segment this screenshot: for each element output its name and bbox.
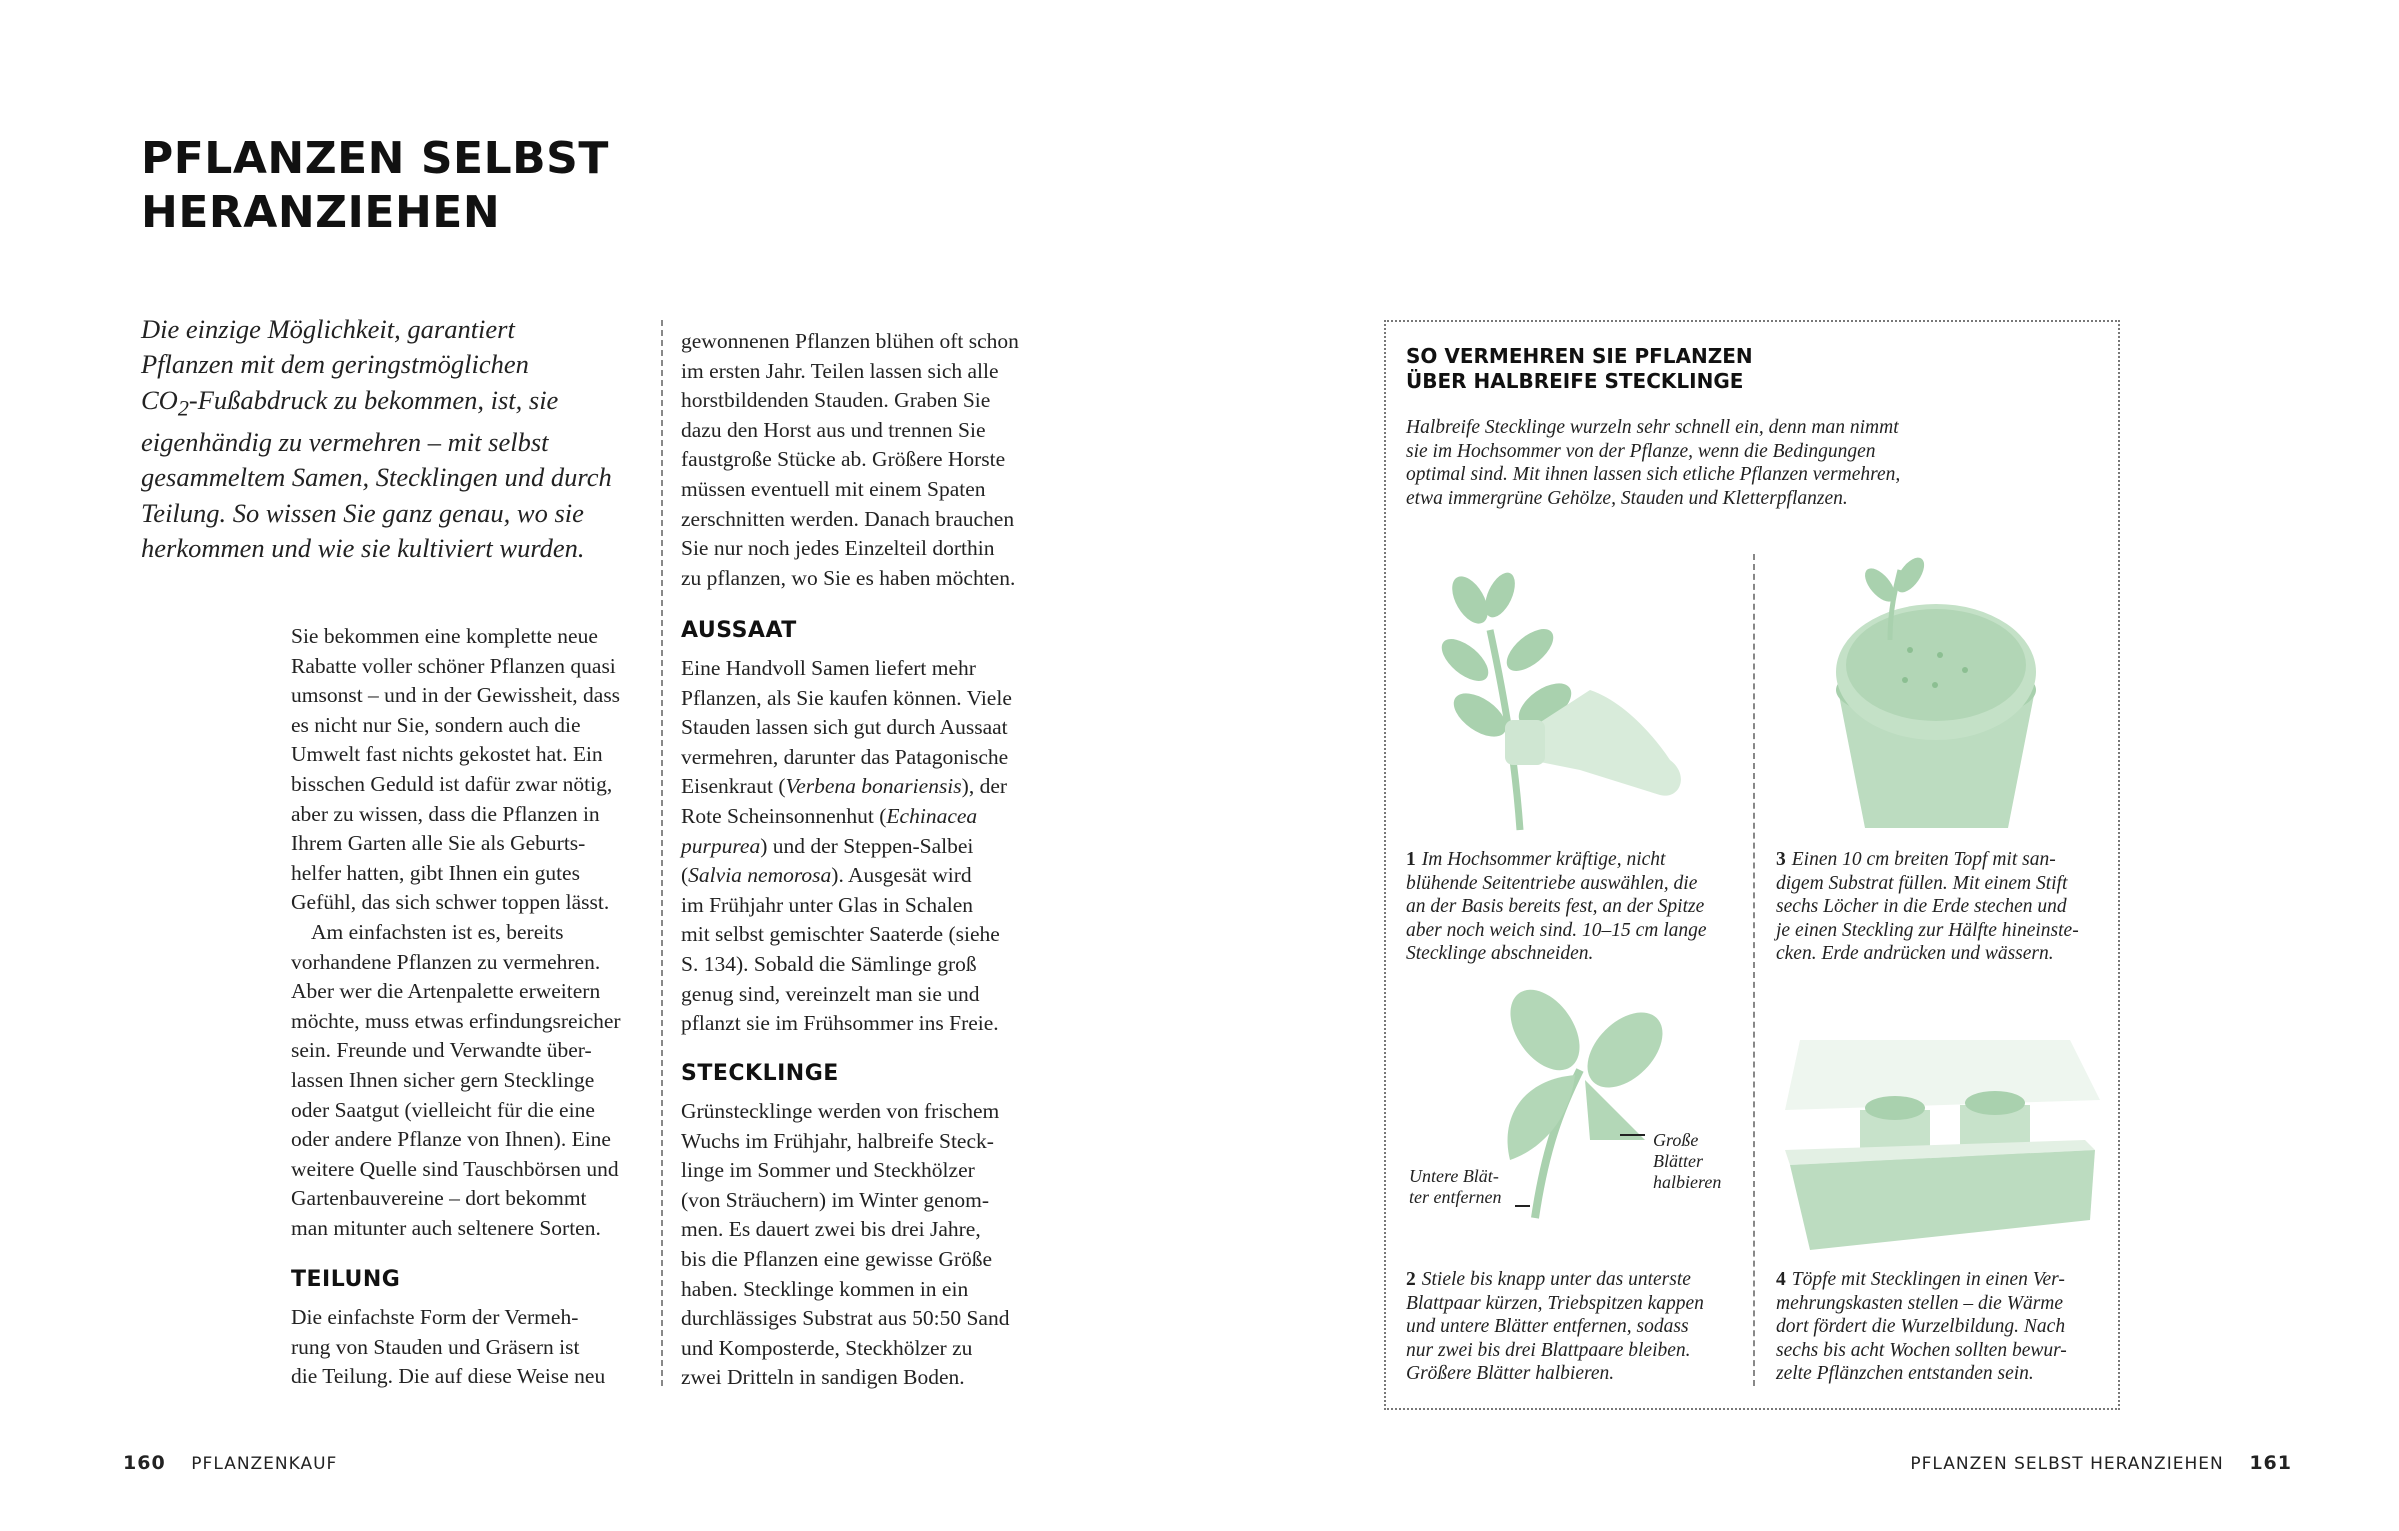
text-segment: rung von Stauden und Gräsern ist bbox=[291, 1334, 580, 1359]
text-segment: horstbildenden Stauden. Graben Sie bbox=[681, 388, 991, 413]
text-segment: bis die Pflanzen eine gewisse Größe bbox=[681, 1246, 993, 1271]
title-line: PFLANZEN SELBST bbox=[141, 133, 609, 184]
caption-line bbox=[1406, 919, 1707, 943]
page-number-left: 160 bbox=[123, 1452, 166, 1474]
text-segment: umsonst – und in der Gewissheit, dass bbox=[291, 683, 621, 708]
text-segment: herkommen und wie sie kultiviert wurden. bbox=[141, 533, 585, 564]
text-segment: Wuchs im Frühjahr, halbreife Steck- bbox=[681, 1128, 994, 1153]
text-segment: pflanzt sie im Frühsommer ins Freie. bbox=[681, 1011, 999, 1036]
text-segment: Rabatte voller schöner Pflanzen quasi bbox=[291, 653, 616, 678]
text-segment: es nicht nur Sie, sondern auch die bbox=[291, 712, 581, 737]
text-segment: Gartenbauvereine – dort bekommt bbox=[291, 1186, 587, 1211]
text-segment: man mitunter auch seltenere Sorten. bbox=[291, 1215, 601, 1240]
text-segment: Sie bekommen eine komplette neue bbox=[291, 624, 598, 648]
caption-line bbox=[1776, 848, 2079, 872]
intro-line: Halbreife Stecklinge wurzeln sehr schnell ein, denn man nimmt bbox=[1406, 417, 1899, 438]
text-segment: CO bbox=[141, 384, 178, 415]
text-segment: Aber wer die Artenpalette erweitern bbox=[291, 979, 601, 1004]
caption-line bbox=[1776, 1315, 2067, 1339]
caption-text: digem Substrat füllen. Mit einem Stift bbox=[1776, 872, 2068, 894]
caption-text: nur zwei bis drei Blattpaare bleiben. bbox=[1406, 1339, 1691, 1361]
text-segment: genug sind, vereinzelt man sie und bbox=[681, 981, 980, 1006]
caption-line bbox=[1406, 1292, 1704, 1316]
italic-text: Verbena bonariensis bbox=[785, 774, 962, 799]
footer-right bbox=[1910, 1452, 2292, 1474]
text-segment: vorhandene Pflanzen zu vermehren. bbox=[291, 949, 601, 974]
text-segment: zerschnitten werden. Danach brauchen bbox=[681, 506, 1015, 531]
label-line: halbieren bbox=[1653, 1172, 1722, 1192]
text-segment: ). Ausgesät wird bbox=[831, 863, 972, 888]
cutting-illustration bbox=[1496, 977, 1676, 1218]
text-segment: faustgroße Stücke ab. Größere Horste bbox=[681, 447, 1006, 472]
caption-text: dort fördert die Wurzelbildung. Nach bbox=[1776, 1316, 2066, 1338]
text-segment: Ihrem Garten alle Sie als Geburts- bbox=[291, 831, 586, 856]
text-segment: Rote Scheinsonnenhut ( bbox=[681, 803, 887, 828]
section-name-right: PFLANZEN SELBST HERANZIEHEN bbox=[1910, 1454, 2224, 1474]
intro-line: sie im Hochsommer von der Pflanze, wenn die Bedingungen bbox=[1406, 440, 1876, 462]
text-segment: ( bbox=[681, 863, 689, 888]
label-line: Große bbox=[1653, 1130, 1699, 1150]
text-segment: müssen eventuell mit einem Spaten bbox=[681, 476, 986, 501]
text-segment: Gefühl, das sich schwer toppen lässt. bbox=[291, 890, 610, 915]
step-1-caption bbox=[1406, 848, 1707, 966]
text-segment: Umwelt fast nichts gekostet hat. Ein bbox=[291, 742, 603, 767]
step-number: 4 bbox=[1776, 1269, 1786, 1290]
text-segment: Teilung. So wissen Sie ganz genau, wo sie bbox=[141, 497, 584, 528]
text-segment: sein. Freunde und Verwandte über- bbox=[291, 1038, 592, 1063]
italic-text: purpurea bbox=[681, 833, 761, 858]
caption-text: Töpfe mit Stecklingen in einen Ver- bbox=[1791, 1269, 2065, 1290]
caption-line bbox=[1406, 895, 1707, 919]
step-number: 1 bbox=[1406, 849, 1416, 870]
label-lower-leaves bbox=[1409, 1166, 1501, 1208]
text-segment: haben. Stecklinge kommen in ein bbox=[681, 1276, 969, 1301]
caption-text: blühende Seitentriebe auswählen, die bbox=[1406, 872, 1698, 894]
caption-line bbox=[1776, 919, 2079, 943]
step-number: 2 bbox=[1406, 1269, 1416, 1290]
caption-line bbox=[1406, 1315, 1704, 1339]
caption-line bbox=[1776, 1362, 2067, 1386]
step-2-caption bbox=[1406, 1268, 1704, 1386]
page-number-right: 161 bbox=[2249, 1452, 2292, 1474]
text-segment: S. 134). Sobald die Sämlinge groß bbox=[681, 951, 977, 976]
propagation-box-illustration bbox=[1785, 1040, 2100, 1250]
text-segment: lassen Ihnen sicher gern Stecklinge bbox=[291, 1067, 595, 1092]
step-number: 3 bbox=[1776, 849, 1786, 870]
text-segment: helfer hatten, gibt Ihnen ein gutes bbox=[291, 860, 580, 885]
caption-line bbox=[1776, 872, 2079, 896]
label-line: ter entfernen bbox=[1409, 1187, 1502, 1207]
text-segment: Stauden lassen sich gut durch Aussaat bbox=[681, 715, 1008, 740]
text-segment: ) und der Steppen-Salbei bbox=[760, 833, 974, 858]
text-segment: vermehren, darunter das Patagonische bbox=[681, 744, 1009, 769]
heading-line: ÜBER HALBREIFE STECKLINGE bbox=[1406, 369, 1744, 393]
intro-line: etwa immergrüne Gehölze, Stauden und Kletterpflanzen. bbox=[1406, 487, 1848, 509]
text-segment: -Fußabdruck zu bekommen, ist, sie bbox=[188, 384, 559, 415]
text-segment: linge im Sommer und Steckhölzer bbox=[681, 1158, 975, 1183]
caption-text: sechs Löcher in die Erde stechen und bbox=[1776, 896, 2067, 918]
text-segment: Sie nur noch jedes Einzelteil dorthin bbox=[681, 536, 995, 561]
italic-text: Salvia nemorosa bbox=[688, 863, 832, 888]
text-segment: im ersten Jahr. Teilen lassen sich alle bbox=[681, 358, 999, 383]
caption-text: je einen Steckling zur Hälfte hineinste- bbox=[1776, 919, 2079, 941]
caption-text: Blattpaar kürzen, Triebspitzen kappen bbox=[1406, 1292, 1704, 1314]
text-segment: dazu den Horst aus und trennen Sie bbox=[681, 417, 986, 442]
text-segment: möchte, muss etwas erfindungsreicher bbox=[291, 1008, 621, 1033]
heading-line: SO VERMEHREN SIE PFLANZEN bbox=[1406, 344, 1753, 368]
text-segment: 2 bbox=[177, 394, 189, 420]
caption-text: zelte Pflänzchen entstanden sein. bbox=[1776, 1363, 2034, 1385]
italic-text: Echinacea bbox=[886, 803, 978, 828]
footer-left bbox=[123, 1452, 337, 1474]
heading-stecklinge: STECKLINGE bbox=[681, 1061, 839, 1086]
caption-line bbox=[1406, 872, 1707, 896]
text-segment: zu pflanzen, wo Sie es haben möchten. bbox=[681, 565, 1016, 590]
text-segment: men. Es dauert zwei bis drei Jahre, bbox=[681, 1217, 981, 1242]
caption-line bbox=[1406, 848, 1707, 872]
text-segment: oder Saatgut (vielleicht für die eine bbox=[291, 1097, 595, 1122]
caption-line bbox=[1776, 895, 2079, 919]
caption-text: Stecklinge abschneiden. bbox=[1406, 943, 1594, 965]
caption-text: Stiele bis knapp unter das unterste bbox=[1421, 1269, 1691, 1290]
text-segment: ), der bbox=[961, 774, 1008, 799]
caption-line bbox=[1776, 1292, 2067, 1316]
caption-line bbox=[1776, 1339, 2067, 1363]
caption-line bbox=[1406, 942, 1707, 966]
caption-text: Größere Blätter halbieren. bbox=[1406, 1363, 1615, 1385]
text-segment: Eine Handvoll Samen liefert mehr bbox=[681, 656, 976, 680]
text-segment: durchlässiges Substrat aus 50:50 Sand bbox=[681, 1306, 1010, 1331]
text-segment: eigenhändig zu vermehren – mit selbst bbox=[141, 427, 549, 458]
step-4-caption bbox=[1776, 1268, 2067, 1386]
caption-text: und untere Blätter entfernen, sodass bbox=[1406, 1316, 1689, 1338]
text-segment: und Komposterde, Steckhölzer zu bbox=[681, 1335, 973, 1360]
text-segment: Am einfachsten ist es, bereits bbox=[311, 919, 564, 944]
text-segment: Pflanzen mit dem geringstmöglichen bbox=[141, 349, 529, 380]
caption-text: Einen 10 cm breiten Topf mit san- bbox=[1791, 849, 2056, 870]
caption-text: an der Basis bereits fest, an der Spitze bbox=[1406, 896, 1705, 918]
step-3-caption bbox=[1776, 848, 2079, 966]
text-segment: aber zu wissen, dass die Pflanzen in bbox=[291, 801, 600, 826]
section-name-left: PFLANZENKAUF bbox=[191, 1454, 338, 1474]
text-segment: (von Sträuchern) im Winter genom- bbox=[681, 1187, 990, 1212]
caption-text: aber noch weich sind. 10–15 cm lange bbox=[1406, 919, 1707, 941]
text-segment: mit selbst gemischter Saaterde (siehe bbox=[681, 922, 1000, 947]
text-segment: Die einzige Möglichkeit, garantiert bbox=[141, 314, 515, 344]
title-line: HERANZIEHEN bbox=[141, 187, 501, 238]
label-line: Blätter bbox=[1653, 1151, 1703, 1171]
caption-text: Im Hochsommer kräftige, nicht bbox=[1421, 849, 1666, 870]
text-segment: die Teilung. Die auf diese Weise neu bbox=[291, 1364, 606, 1389]
text-segment: Grünstecklinge werden von frischem bbox=[681, 1099, 1000, 1123]
caption-line bbox=[1776, 1268, 2067, 1292]
caption-text: cken. Erde andrücken und wässern. bbox=[1776, 943, 2054, 965]
text-segment: gewonnenen Pflanzen blühen oft schon bbox=[681, 329, 1019, 353]
caption-line bbox=[1406, 1268, 1704, 1292]
text-segment: gesammeltem Samen, Stecklingen und durch bbox=[141, 462, 612, 493]
text-segment: Pflanzen, als Sie kaufen können. Viele bbox=[681, 685, 1012, 710]
intro-line: optimal sind. Mit ihnen lassen sich etliche Pflanzen vermehren, bbox=[1406, 464, 1901, 486]
text-segment: weitere Quelle sind Tauschbörsen und bbox=[291, 1156, 619, 1181]
heading-aussaat: AUSSAAT bbox=[681, 618, 797, 643]
caption-line bbox=[1406, 1362, 1704, 1386]
pot-illustration bbox=[1836, 553, 2036, 828]
text-segment: bisschen Geduld ist dafür zwar nötig, bbox=[291, 771, 613, 796]
text-segment: Die einfachste Form der Vermeh- bbox=[291, 1305, 579, 1329]
text-segment: im Frühjahr unter Glas in Schalen bbox=[681, 892, 973, 917]
caption-line bbox=[1776, 942, 2079, 966]
sprig-in-hand-illustration bbox=[1435, 568, 1681, 830]
heading-teilung: TEILUNG bbox=[291, 1267, 401, 1292]
text-segment: zwei Dritteln in sandigen Boden. bbox=[681, 1365, 965, 1390]
text-segment: Eisenkraut ( bbox=[681, 774, 786, 799]
caption-text: sechs bis acht Wochen sollten bewur- bbox=[1776, 1339, 2067, 1361]
label-line: Untere Blät- bbox=[1409, 1166, 1499, 1186]
caption-line bbox=[1406, 1339, 1704, 1363]
label-big-leaves bbox=[1653, 1130, 1721, 1193]
caption-text: mehrungskasten stellen – die Wärme bbox=[1776, 1292, 2064, 1314]
text-segment: oder andere Pflanze von Ihnen). Eine bbox=[291, 1127, 611, 1152]
